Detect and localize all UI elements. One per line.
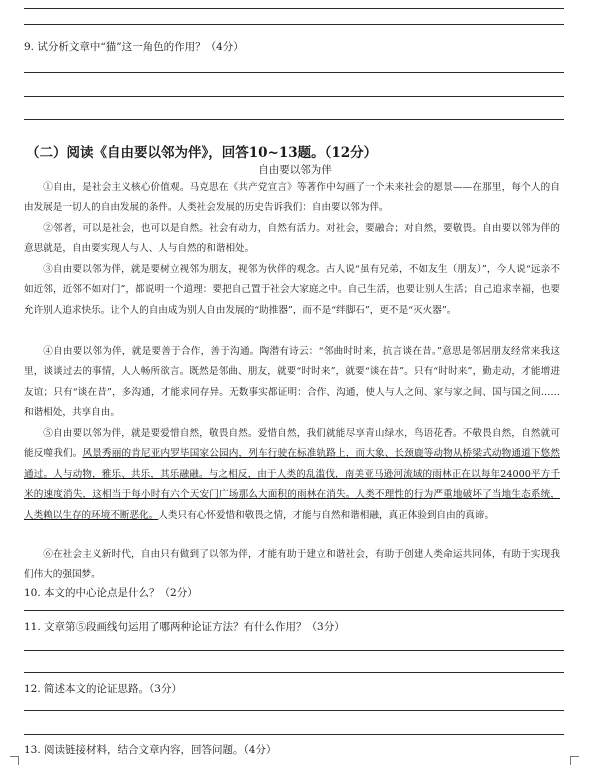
question-10: 10. 本文的中心论点是什么？（2分）: [24, 587, 198, 599]
page-corner-mark: [10, 756, 19, 765]
answer-line: [24, 610, 564, 611]
answer-line: [24, 119, 564, 120]
answer-line: [24, 24, 564, 25]
paragraph-1: ①自由，是社会主义核心价值观。马克思在《共产党宣言》等著作中勾画了一个未来社会的愿景——在那里，每个人的自由发展是一切人的自由发展的条件。人类社会发展的历史告诉我们：自由要以邻为伴。: [24, 182, 560, 214]
answer-line: [24, 96, 564, 97]
answer-line: [24, 734, 564, 735]
answer-line: [24, 650, 564, 651]
paragraph-3: ③自由要以邻为伴，就是要树立视邻为朋友，视邻为伙伴的观念。古人说“虽有兄弟，不如友生（朋友）”，今人说“远亲不如近邻，近邻不如对门”，都说明一个道理：要把自己置于社会大家庭之中。自己生活，也要让别人生活；自己追求幸福，也要允许别人追求快乐。让个人的自由成为别人自由发展的“助推器”，而不是“绊脚石”，更不是“灭火器”。: [24, 264, 560, 316]
question-11: 11. 文章第⑤段画线句运用了哪两种论证方法？有什么作用？（3分）: [24, 621, 345, 633]
answer-line: [24, 710, 564, 711]
paragraph-5-lead: ⑤自由要以邻为伴，就是要爱惜自然，敬畏自然。爱惜自然，我们就能尽享青山绿水，鸟语花香。不敬畏自然，自然就可能反噬我们。: [24, 428, 560, 460]
page-corner-mark: [570, 756, 579, 765]
section-heading: （二）阅读《自由要以邻为伴》，回答10~13题。（12分）: [26, 145, 378, 161]
paragraph-6: ⑥在社会主义新时代，自由只有做到了以邻为伴，才能有助于建立和谐社会，有助于创建人类命运共同体，有助于实现我们伟大的强国梦。: [24, 549, 560, 581]
paragraph-2: ②邻者，可以是社会，也可以是自然。社会有动力，自然有活力。对社会，要融合；对自然，要敬畏。自由要以邻为伴的意思就是，自由要实现人与人、人与自然的和谐相处。: [24, 223, 560, 255]
underlined-sentences: 风景秀丽的肯尼亚内罗毕国家公园内，列车行驶在标准轨路上，而大象、长颈鹿等动物从桥梁式动物通道下悠然通过。人与动物，雅乐、共乐，其乐融融。与之相反，由于人类的乱滥伐，南美亚马逊河流域的雨林正在以每年24000平方千米的速度消失，这相当于每小时有六个天安门广场那么大面积的雨林在消失。人类不理性的行为严重地破坏了当地生态系统，人类赖以生存的环境不断恶化。: [24, 448, 561, 521]
paragraph-5: [24, 424, 560, 526]
paragraph-4: ④自由要以邻为伴，就是要善于合作，善于沟通。陶潜有诗云：“邻曲时时来，抗言谈在昔。”意思是邻居朋友经常来我这里，谈谈过去的事情，人人畅所欲言。既然是邻曲、朋友，就要“时时来”，就要“谈在昔”。只有“时时来”，勤走动，才能增进友谊；只有“谈在昔”，多沟通，才能求同存异。无数事实都证明：合作、沟通，使人与人之间、家与家之间、国与国之间……和谐相处，共享自由。: [24, 346, 560, 419]
question-13: 13. 阅读链接材料，结合文章内容，回答问题。（4分）: [24, 744, 277, 756]
article-title: 自由要以邻为伴: [258, 164, 332, 176]
question-9: 9. 试分析文章中“猫”这一角色的作用？（4分）: [24, 41, 244, 53]
answer-line: [24, 8, 564, 9]
answer-line: [24, 72, 564, 73]
question-12: 12. 简述本文的论证思路。（3分）: [24, 683, 182, 695]
answer-line: [24, 672, 564, 673]
paragraph-5-tail: 人类只有心怀爱惜和敬畏之情，才能与自然和谐相融，真正体验到自由的真谛。: [158, 509, 495, 521]
